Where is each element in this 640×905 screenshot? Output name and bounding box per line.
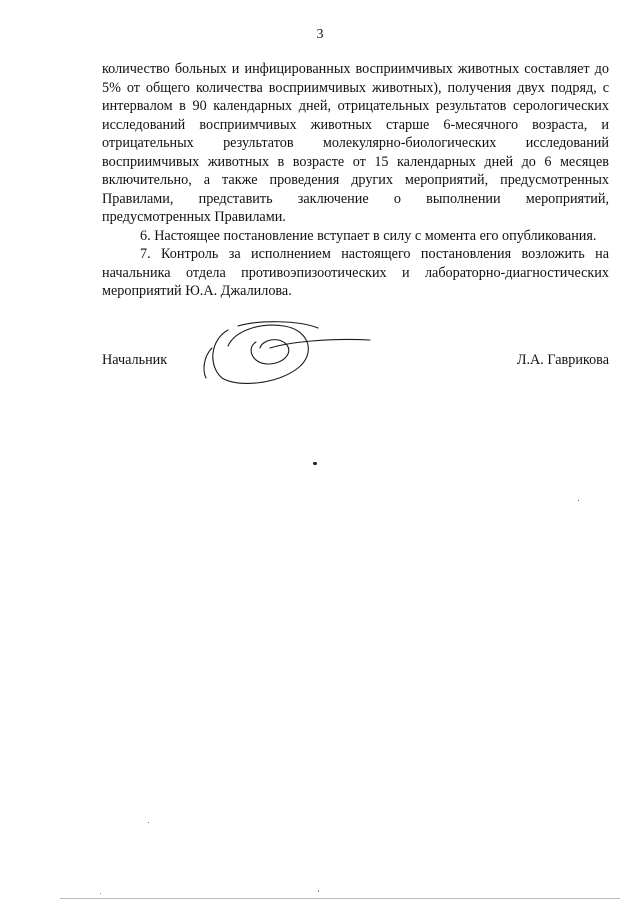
paragraph-continuation: количество больных и инфицированных восприимчивых животных составляет до 5% от общего количества восприимчивых животных), получения двух подряд, с интервалом в 90 календарных дней, отрицательных результатов серологических исследований восприимчивых животных старше 6-месячного возраста, и отрицательных результатов молекулярно-биологических исследований восприимчивых животных в возрасте от 15 календарных дней до 6 месяцев включительно, а также проведения других мероприятий, предусмотренных Правилами, представить заключение о выполнении мероприятий, предусмотренных Правилами. [102, 61, 609, 225]
signatory-name: Л.А. Гаврикова [516, 352, 609, 368]
scan-speck [100, 893, 101, 894]
signatory-title: Начальник [102, 352, 168, 368]
document-body [102, 60, 609, 301]
paragraph-item-6: 6. Настоящее постановление вступает в силу с момента его опубликования. [140, 227, 597, 244]
page-bottom-edge [60, 898, 620, 899]
paragraph-item-7: 7. Контроль за исполнением настоящего постановления возложить на начальника отдела противоэпизоотических и лабораторно-диагностических мероприятий Ю.А. Джалилова. [102, 246, 609, 299]
scan-speck [318, 890, 319, 892]
handwritten-signature [198, 318, 378, 388]
page-number: 3 [316, 27, 324, 42]
ink-dot [313, 462, 317, 465]
scan-speck [578, 500, 579, 501]
scan-speck [148, 822, 149, 823]
